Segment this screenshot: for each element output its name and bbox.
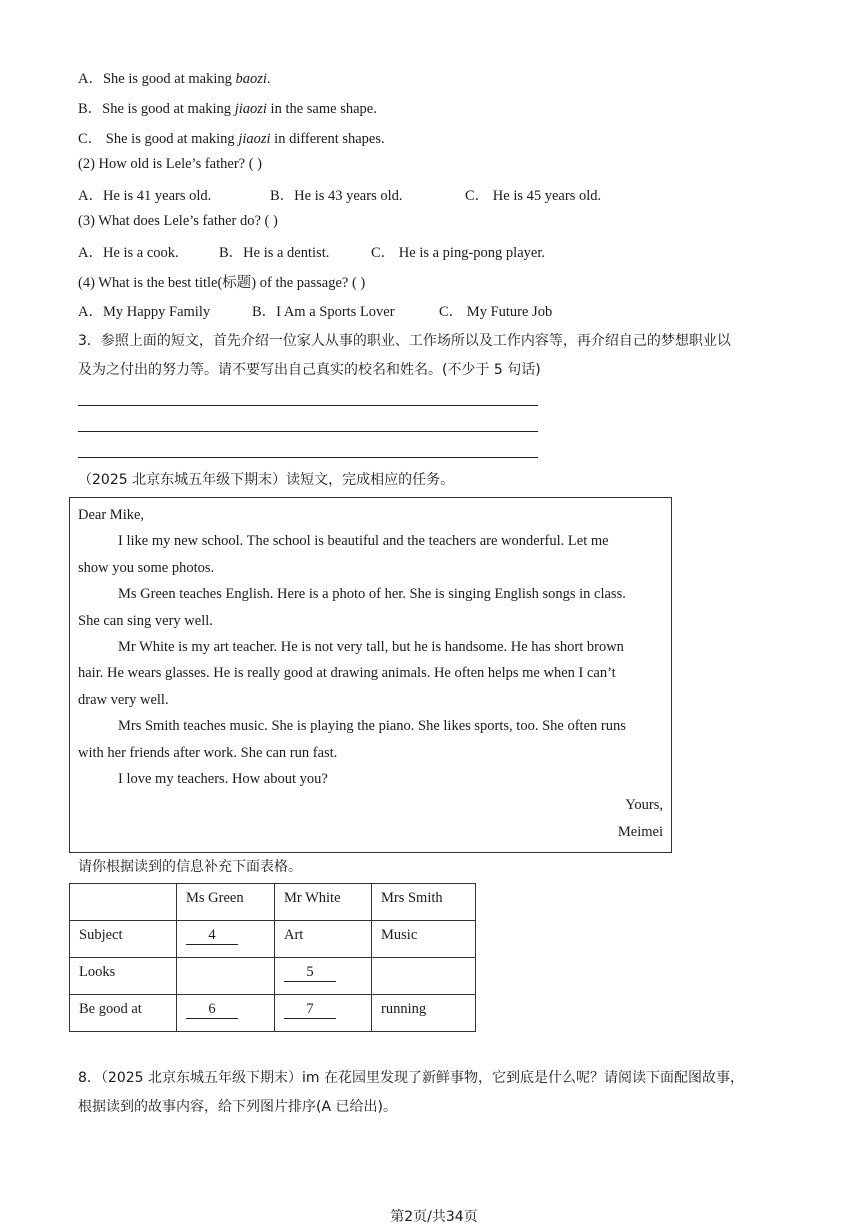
table-header-cell: Mrs Smith bbox=[372, 884, 476, 921]
option-2c: C． He is 45 years old. bbox=[465, 188, 602, 204]
option-3c: C． He is a ping-pong player. bbox=[371, 245, 545, 261]
letter-paragraph-1-cont: show you some photos. bbox=[78, 560, 215, 576]
table-cell: Art bbox=[275, 921, 372, 958]
letter-signature: Meimei bbox=[617, 824, 663, 840]
writing-prompt-line-1: 3．参照上面的短文，首先介绍一位家人从事的职业、工作场所以及工作内容等，再介绍自己的梦想职业以 bbox=[78, 333, 731, 349]
table-row bbox=[70, 995, 476, 1032]
question-3: (3) What does Lele’s father do? ( ) bbox=[78, 213, 278, 229]
section-intro: （2025 北京东城五年级下期末）读短文，完成相应的任务。 bbox=[78, 472, 455, 488]
page-number: 第2页/共34页 bbox=[390, 1209, 478, 1225]
letter-paragraph-4-cont: with her friends after work. She can run fast. bbox=[78, 745, 338, 761]
option-4b: B．I Am a Sports Lover bbox=[252, 304, 395, 320]
option-2a: A．He is 41 years old. bbox=[78, 188, 212, 204]
table-row bbox=[70, 958, 476, 995]
answer-blank-6[interactable]: 6 bbox=[177, 995, 275, 1032]
table-intro: 请你根据读到的信息补充下面表格。 bbox=[78, 859, 302, 875]
answer-blank-7[interactable]: 7 bbox=[275, 995, 372, 1032]
option-4c: C． My Future Job bbox=[439, 304, 553, 320]
letter-closing: Yours, bbox=[625, 797, 663, 813]
letter-paragraph-2-cont: She can sing very well. bbox=[78, 613, 213, 629]
info-table bbox=[69, 883, 476, 1032]
letter-paragraph-4: Mrs Smith teaches music. She is playing the piano. She likes sports, too. She often runs bbox=[118, 718, 626, 734]
question-2: (2) How old is Lele’s father? ( ) bbox=[78, 156, 263, 172]
letter-greeting: Dear Mike, bbox=[78, 507, 145, 523]
option-1c: C． She is good at making jiaozi in different shapes. bbox=[78, 131, 385, 147]
table-cell bbox=[177, 958, 275, 995]
answer-line[interactable] bbox=[78, 457, 538, 458]
question-8-line-2: 根据读到的故事内容，给下列图片排序(A 已给出)。 bbox=[78, 1099, 397, 1115]
table-header-cell: Ms Green bbox=[177, 884, 275, 921]
table-cell bbox=[372, 958, 476, 995]
answer-blank-5[interactable]: 5 bbox=[275, 958, 372, 995]
question-4: (4) What is the best title(标题) of the passage? ( ) bbox=[78, 275, 366, 291]
option-1a: A．She is good at making baozi. bbox=[78, 71, 271, 87]
letter-paragraph-1: I like my new school. The school is beautiful and the teachers are wonderful. Let me bbox=[118, 533, 609, 549]
table-row bbox=[70, 921, 476, 958]
letter-paragraph-5: I love my teachers. How about you? bbox=[118, 771, 328, 787]
letter-box bbox=[69, 497, 672, 853]
answer-line[interactable] bbox=[78, 431, 538, 432]
row-label: Subject bbox=[70, 921, 177, 958]
option-4a: A．My Happy Family bbox=[78, 304, 211, 320]
option-3b: B．He is a dentist. bbox=[219, 245, 330, 261]
table-header-row bbox=[70, 884, 476, 921]
table-cell: running bbox=[372, 995, 476, 1032]
row-label: Looks bbox=[70, 958, 177, 995]
option-1b: B．She is good at making jiaozi in the same shape. bbox=[78, 101, 377, 117]
table-header-cell bbox=[70, 884, 177, 921]
option-3a: A．He is a cook. bbox=[78, 245, 179, 261]
table-cell: Music bbox=[372, 921, 476, 958]
option-2b: B．He is 43 years old. bbox=[270, 188, 403, 204]
answer-blank-4[interactable]: 4 bbox=[177, 921, 275, 958]
letter-paragraph-3: Mr White is my art teacher. He is not very tall, but he is handsome. He has short brown bbox=[118, 639, 624, 655]
question-8-line-1: 8．（2025 北京东城五年级下期末）im 在花园里发现了新鲜事物，它到底是什么呢？请阅读下面配图故事， bbox=[78, 1070, 744, 1086]
row-label: Be good at bbox=[70, 995, 177, 1032]
writing-prompt-line-2: 及为之付出的努力等。请不要写出自己真实的校名和姓名。(不少于 5 句话) bbox=[78, 362, 541, 378]
table-header-cell: Mr White bbox=[275, 884, 372, 921]
letter-paragraph-3-end: draw very well. bbox=[78, 692, 169, 708]
answer-line[interactable] bbox=[78, 405, 538, 406]
letter-paragraph-2: Ms Green teaches English. Here is a photo of her. She is singing English songs in class. bbox=[118, 586, 626, 602]
letter-paragraph-3-cont: hair. He wears glasses. He is really good at drawing animals. He often helps me when I can’t bbox=[78, 665, 616, 681]
